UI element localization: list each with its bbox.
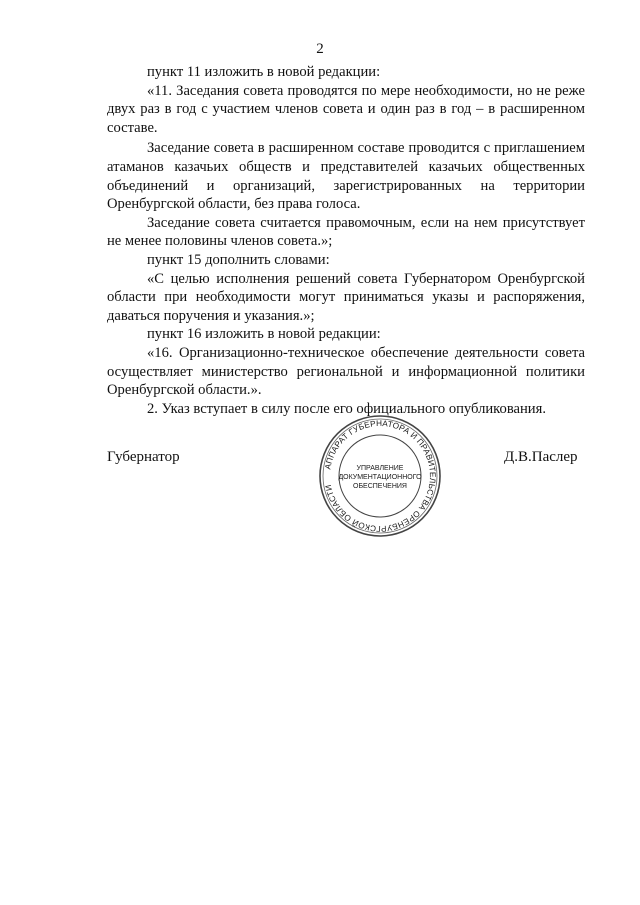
seal-center-line: УПРАВЛЕНИЕ [356, 465, 404, 472]
paragraph: «С целью исполнения решений совета Губернатором Оренбургской области при необходимости могут приниматься указы и распоряжения, даваться поручения и указания.»; [107, 270, 585, 324]
document-body [107, 63, 585, 418]
seal-icon [318, 414, 442, 538]
signatory-position: Губернатор [107, 449, 180, 465]
page-number: 2 [316, 41, 324, 57]
paragraph: Заседание совета считается правомочным, если на нем присутствует не менее половины членов совета.»; [107, 214, 585, 250]
paragraph: пункт 15 дополнить словами: [147, 251, 330, 268]
seal-ring-text: АППАРАТ ГУБЕРНАТОРА И ПРАВИТЕЛЬСТВА ОРЕНБУРГСКОЙ ОБЛАСТИ [323, 418, 438, 534]
paragraph: «16. Организационно-техническое обеспечение деятельности совета осуществляет министерство региональной и информационной политики Оренбургской области.». [107, 344, 585, 399]
paragraph: пункт 16 изложить в новой редакции: [147, 326, 381, 343]
paragraph: пункт 11 изложить в новой редакции: [147, 64, 381, 80]
official-seal-stamp [318, 414, 442, 538]
seal-center-line: ОБЕСПЕЧЕНИЯ [353, 483, 407, 490]
signatory-name: Д.В.Паслер [504, 449, 578, 465]
seal-center-line: ДОКУМЕНТАЦИОННОГО [338, 474, 422, 481]
paragraph: Заседание совета в расширенном составе проводится с приглашением атаманов казачьих обществ и представителей казачьих общественных объединений и организаций, зарегистрированных на территории Оренбургской области, без права голоса. [107, 140, 585, 213]
paragraph: «11. Заседания совета проводятся по мере необходимости, но не реже двух раз в год с участием членов совета и один раз в год – в расширенном составе. [107, 82, 585, 136]
paragraph: 2. Указ вступает в силу после его официального опубликования. [147, 400, 546, 417]
